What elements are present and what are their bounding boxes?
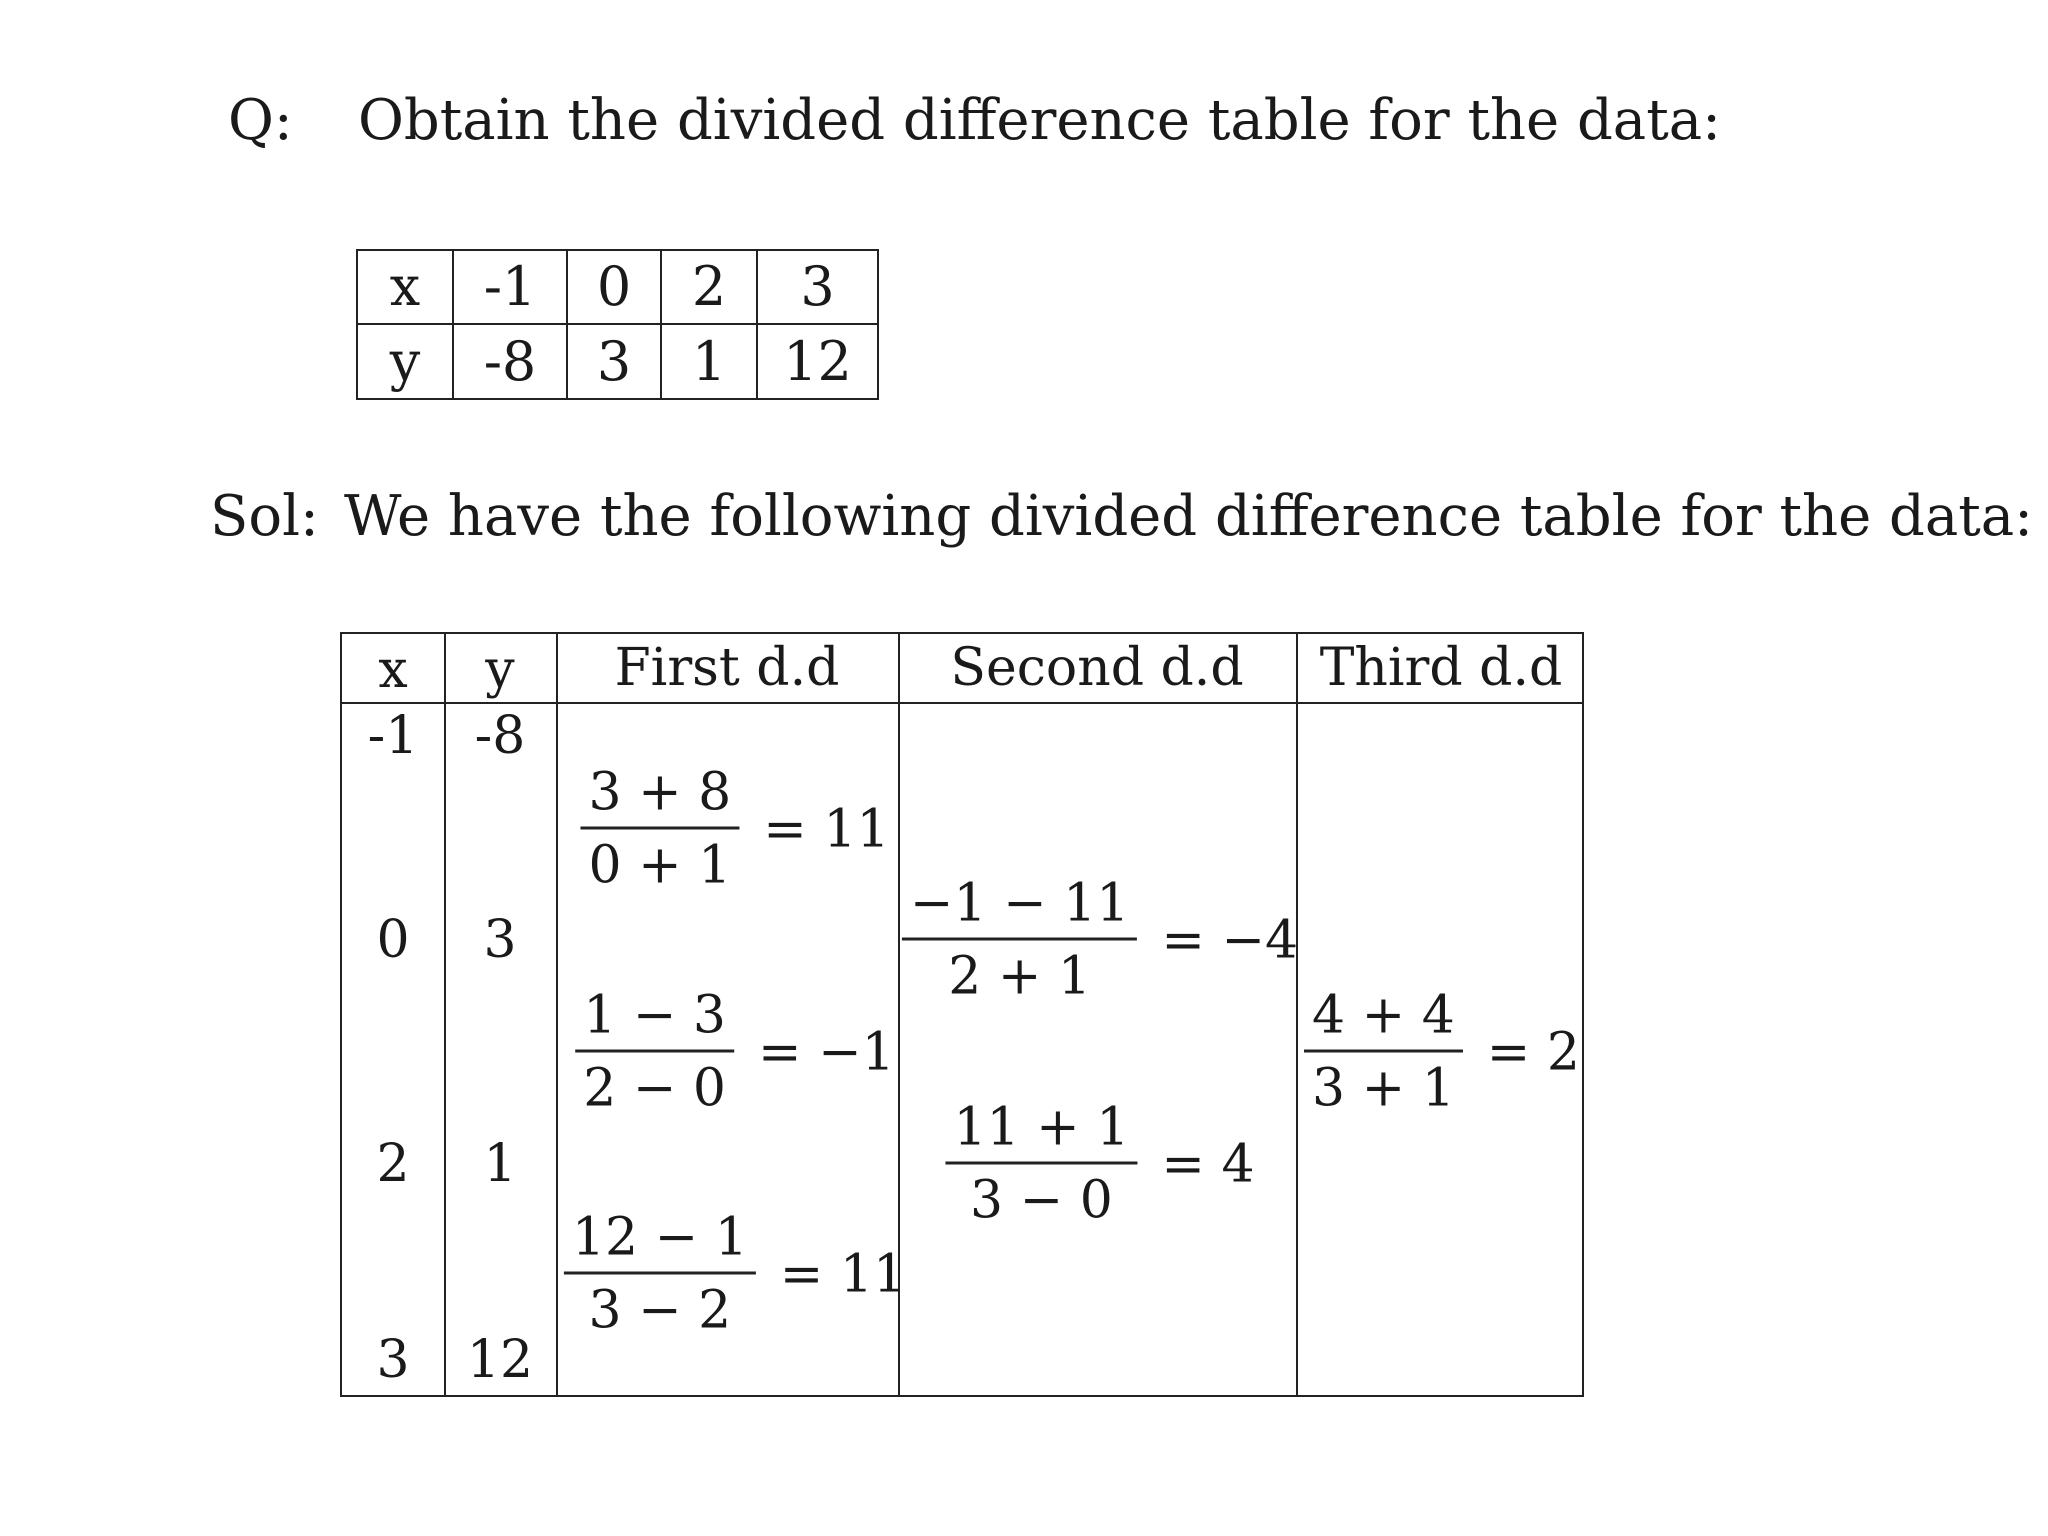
numerator: 12 − 1 [564,1212,756,1275]
result: = 4 [1161,1134,1255,1194]
fraction [1298,985,1469,1119]
result: = −4 [1161,910,1299,970]
y-value: -8 [474,706,526,766]
header-x: x [378,640,408,700]
denominator: 3 − 2 [588,1280,732,1341]
column-divider [444,634,446,1395]
question-label: Q: [228,88,293,153]
second-dd-expression [939,1097,1255,1231]
data-cell-x: 3 [758,251,877,325]
data-cell-y: -8 [454,325,568,399]
fraction [569,985,740,1119]
solution-text: We have the following divided difference table for the data: [344,484,2034,549]
result: = 11 [779,1244,907,1304]
third-dd-expression [1298,985,1580,1119]
numerator: 3 + 8 [580,767,739,830]
denominator: 2 − 0 [583,1058,727,1119]
result: = 2 [1486,1022,1580,1082]
numerator: 1 − 3 [575,990,734,1053]
data-cell-x-header: x [358,251,454,325]
numerator: 4 + 4 [1304,990,1463,1053]
header-y: y [485,640,515,700]
data-cell-y: 12 [783,329,852,393]
numerator: −1 − 11 [902,878,1137,941]
fraction [896,873,1143,1007]
numerator: 11 + 1 [945,1102,1137,1165]
data-cell-x: 2 [662,251,758,325]
data-cell-y: 3 [568,325,662,399]
data-cell-y-header: y [358,325,454,399]
data-cell-x: -1 [454,251,568,325]
y-value: 12 [466,1330,534,1390]
first-dd-expression [558,1207,907,1341]
header-first-dd: First d.d [614,638,840,698]
result: = −1 [758,1022,895,1082]
y-value: 3 [483,910,517,970]
data-table [356,249,879,400]
result: = 11 [763,799,890,859]
question-text: Obtain the divided difference table for the data: [358,88,1721,153]
header-third-dd: Third d.d [1319,638,1563,698]
header-divider [342,702,1582,704]
fraction [939,1097,1143,1231]
second-dd-expression [896,873,1299,1007]
x-value: 3 [376,1330,410,1390]
data-cell-y: 1 [662,325,758,399]
denominator: 3 − 0 [970,1170,1113,1231]
data-cell-x: 0 [568,251,662,325]
x-value: 2 [376,1134,410,1194]
fraction [574,762,745,896]
divided-difference-table [340,632,1584,1397]
x-value: 0 [376,910,410,970]
denominator: 3 + 1 [1312,1058,1455,1119]
first-dd-expression [574,762,890,896]
solution-label: Sol: [210,484,319,549]
denominator: 2 + 1 [948,946,1092,1007]
y-value: 1 [483,1134,517,1194]
header-second-dd: Second d.d [950,638,1244,698]
first-dd-expression [569,985,895,1119]
fraction [558,1207,762,1341]
x-value: -1 [367,706,419,766]
denominator: 0 + 1 [588,835,732,896]
